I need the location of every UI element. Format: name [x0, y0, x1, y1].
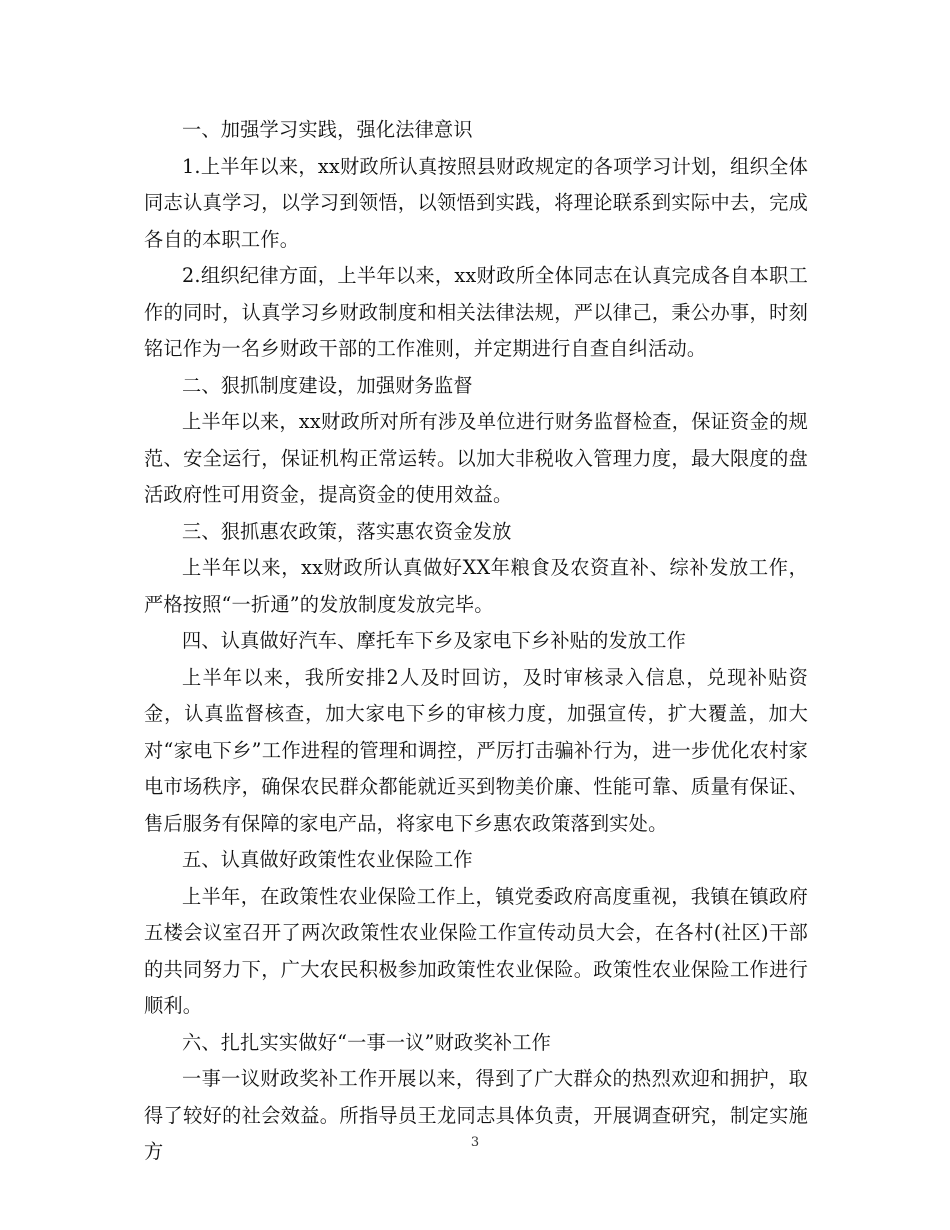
section-heading-4: 四、认真做好汽车、摩托车下乡及家电下乡补贴的发放工作 — [182, 629, 687, 652]
section-heading-6: 六、扎扎实实做好“一事一议”财政奖补工作 — [182, 1030, 551, 1054]
section-heading-2: 二、狠抓制度建设，加强财务监督 — [182, 373, 473, 397]
paragraph-1-1: 1.上半年以来，xx财政所认真按照县财政规定的各项学习计划，组织全体同志认真学习，以学习到领悟，以领悟到实践，将理论联系到实际中去，完成各自的本职工作。 — [144, 154, 808, 251]
paragraph-6: 一事一议财政奖补工作开展以来，得到了广大群众的热烈欢迎和拥护，取得了较好的社会效益。所指导员王龙同志具体负责，开展调查研究，制定实施方 — [144, 1067, 808, 1163]
section-heading-3: 三、狠抓惠农政策，落实惠农资金发放 — [182, 519, 512, 543]
paragraph-4: 上半年以来，我所安排2人及时回访，及时审核录入信息，兑现补贴资金，认真监督核查，加大家电下乡的审核力度，加强宣传，扩大覆盖，加大对“家电下乡”工作进程的管理和调控，严厉打击骗补行为，进一步优化农村家电市场秩序，确保农民群众都能就近买到物美价廉、性能可靠、质量有保证、售后服务有保障的家电产品，将家电下乡惠农政策落到实处。 — [144, 665, 808, 835]
section-heading-5: 五、认真做好政策性农业保险工作 — [182, 848, 473, 871]
paragraph-2: 上半年以来，xx财政所对所有涉及单位进行财务监督检查，保证资金的规范、安全运行，保证机构正常运转。以加大非税收入管理力度，最大限度的盘活政府性可用资金，提高资金的使用效益。 — [144, 410, 808, 506]
paragraph-1-2: 2.组织纪律方面，上半年以来，xx财政所全体同志在认真完成各自本职工作的同时，认真学习乡财政制度和相关法律法规，严以律己，秉公办事，时刻铭记作为一名乡财政干部的工作准则，并定期进行自查自纠活动。 — [144, 264, 808, 360]
page-number: 3 — [470, 1135, 480, 1150]
document-body — [144, 112, 808, 1171]
paragraph-3: 上半年以来，xx财政所认真做好XX年粮食及农资直补、综补发放工作，严格按照“一折通”的发放制度发放完毕。 — [144, 556, 808, 616]
section-heading-1: 一、加强学习实践，强化法律意识 — [182, 118, 473, 141]
paragraph-5: 上半年，在政策性农业保险工作上，镇党委政府高度重视，我镇在镇政府五楼会议室召开了两次政策性农业保险工作宣传动员大会，在各村(社区)干部的共同努力下，广大农民积极参加政策性农业保险。政策性农业保险工作进行顺利。 — [144, 884, 808, 1017]
